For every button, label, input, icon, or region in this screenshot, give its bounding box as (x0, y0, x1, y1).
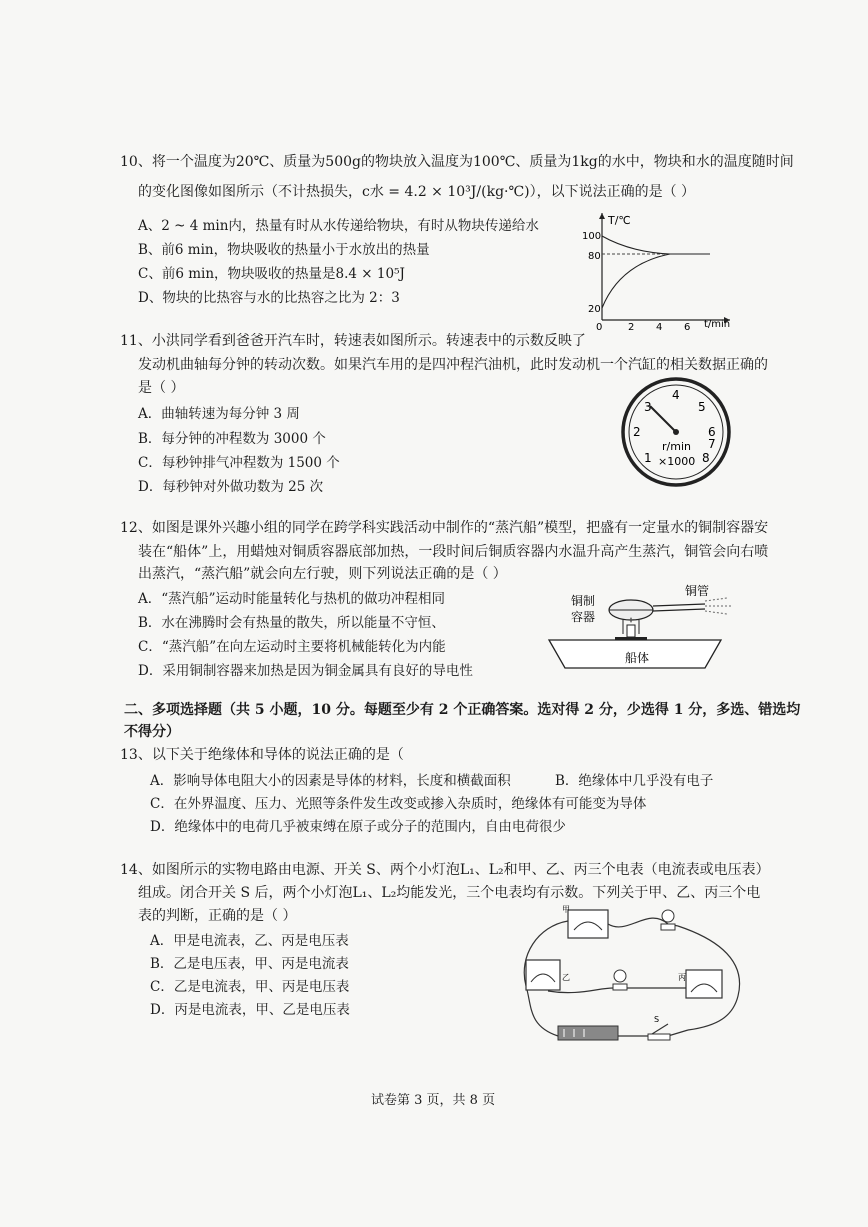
q11-stem-line1: 11、小洪同学看到爸爸开汽车时，转速表如图所示。转速表中的示数反映了 (120, 333, 586, 349)
q12-stem-line2: 装在“船体”上，用蜡烛对铜质容器底部加热，一段时间后铜质容器内水温升高产生蒸汽，铜管会向右喷 (138, 544, 769, 560)
gauge-multiplier: ×1000 (658, 455, 696, 468)
gauge-number-4: 4 (672, 388, 680, 402)
pipe-label: 铜管 (685, 584, 710, 598)
q10-stem-line2: 的变化图像如图所示（不计热损失，c水 = 4.2 × 10³J/(kg·℃)），以下说法正确的是（ ） (138, 184, 696, 200)
gauge-number-2: 2 (633, 425, 641, 439)
steam-boat-diagram (545, 582, 745, 682)
q12-option-a: A．“蒸汽船”运动时能量转化与热机的做功冲程相同 (138, 591, 446, 607)
candle (627, 625, 635, 637)
gauge-number-1: 1 (644, 451, 652, 465)
meter-yi-label: 乙 (562, 973, 570, 982)
q14-option-a: A．甲是电流表，乙、丙是电压表 (150, 933, 349, 949)
graph-x-tick-4: 4 (656, 322, 663, 333)
q11-stem-line3: 是（ ） (138, 380, 185, 396)
q14-stem-line1: 14、如图所示的实物电路由电源、开关 S、两个小灯泡L₁、L₂和甲、乙、丙三个电表（电流表或电压表） (120, 862, 770, 878)
q13-option-b: B．绝缘体中几乎没有电子 (555, 773, 714, 789)
switch-s (648, 1034, 670, 1040)
q10-option-c: C、前6 min，物块吸收的热量是8.4 × 10⁵J (138, 266, 405, 282)
q10-option-a: A、2 ~ 4 min内，热量有时从水传递给物块，有时从物块传递给水 (138, 218, 539, 234)
q12-option-b: B．水在沸腾时会有热量的散失，所以能量不守恒、 (138, 615, 445, 631)
bulb-l1 (662, 910, 674, 922)
gauge-unit: r/min (662, 440, 691, 453)
graph-x-tick-2: 2 (628, 322, 635, 333)
hull-label: 船体 (625, 651, 650, 665)
q14-option-b: B．乙是电压表，甲、丙是电流表 (150, 956, 349, 972)
q11-option-c: C．每秒钟排气冲程数为 1500 个 (138, 455, 340, 471)
q11-option-d: D．每秒钟对外做功数为 25 次 (138, 479, 324, 495)
graph-x-axis-label: t/min (704, 319, 731, 330)
q10-option-b: B、前6 min，物块吸收的热量小于水放出的热量 (138, 242, 430, 258)
copper-pipe (653, 604, 705, 606)
container-label-1: 铜制 (571, 594, 596, 608)
meter-yi (526, 960, 560, 990)
q14-option-d: D．丙是电流表，甲、乙是电压表 (150, 1002, 350, 1018)
graph-y-axis-label: T/℃ (608, 214, 631, 227)
q11-stem-line2: 发动机曲轴每分钟的转动次数。如果汽车用的是四冲程汽油机，此时发动机一个汽缸的相关数据正确的 (138, 357, 768, 373)
q14-stem-line3: 表的判断，正确的是（ ） (138, 908, 297, 924)
q14-stem-line2: 组成。闭合开关 S 后，两个小灯泡L₁、L₂均能发光，三个电表均有示数。下列关于甲、乙、丙三个电 (138, 885, 761, 901)
meter-jia (568, 910, 608, 938)
gauge-number-7: 7 (708, 437, 716, 451)
q12-stem-line3: 出蒸汽，“蒸汽船”就会向左行驶，则下列说法正确的是（ ） (138, 566, 507, 582)
q10-option-d: D、物块的比热容与水的比热容之比为 2：3 (138, 290, 400, 306)
section2-heading-line1: 二、多项选择题（共 5 小题，10 分。每题至少有 2 个正确答案。选对得 2 分，少选得 1 分，多选、错选均 (124, 702, 801, 718)
switch-label: S (654, 1015, 660, 1024)
water-curve (602, 236, 710, 254)
q12-option-d: D．采用铜制容器来加热是因为铜金属具有良好的导电性 (138, 663, 473, 679)
gauge-number-6: 6 (708, 425, 716, 439)
q10-stem-line1: 10、将一个温度为20℃、质量为500g的物块放入温度为100℃、质量为1kg的水中，物块和水的温度随时间 (120, 154, 794, 170)
graph-y-tick-80: 80 (588, 251, 601, 262)
temperature-time-graph (580, 208, 740, 333)
q13-option-a: A．影响导体电阻大小的因素是导体的材料，长度和横截面积 (150, 773, 511, 789)
q14-option-c: C．乙是电流表，甲、丙是电压表 (150, 979, 350, 995)
gauge-number-5: 5 (698, 400, 706, 414)
meter-bing-label: 丙 (678, 973, 686, 982)
q11-option-b: B．每分钟的冲程数为 3000 个 (138, 431, 326, 447)
page-footer: 试卷第 3 页，共 8 页 (371, 1093, 496, 1108)
graph-x-tick-6: 6 (684, 322, 691, 333)
graph-x-tick-0: 0 (596, 322, 603, 333)
graph-y-tick-100: 100 (582, 231, 602, 242)
q13-stem: 13、以下关于绝缘体和导体的说法正确的是（ (120, 747, 404, 763)
q13-option-c: C．在外界温度、压力、光照等条件发生改变或掺入杂质时，绝缘体有可能变为导体 (150, 796, 647, 812)
circuit-diagram (518, 896, 748, 1046)
container-label-2: 容器 (571, 610, 596, 624)
q11-option-a: A．曲轴转速为每分钟 3 周 (138, 406, 300, 422)
gauge-needle (650, 406, 676, 432)
tachometer-gauge (620, 376, 732, 488)
q13-option-d: D．绝缘体中的电荷几乎被束缚在原子或分子的范围内，自由电荷很少 (150, 819, 566, 835)
section2-heading-line2: 不得分） (124, 724, 180, 740)
meter-jia-label: 甲 (562, 905, 570, 914)
q12-stem-line1: 12、如图是课外兴趣小组的同学在跨学科实践活动中制作的“蒸汽船”模型，把盛有一定量水的铜制容器安 (120, 520, 769, 536)
bulb-l2 (614, 970, 626, 982)
q12-option-c: C．“蒸汽船”在向左运动时主要将机械能转化为内能 (138, 639, 446, 655)
graph-y-tick-20: 20 (588, 304, 601, 315)
gauge-number-8: 8 (702, 451, 710, 465)
gauge-number-3: 3 (644, 400, 652, 414)
battery (558, 1026, 618, 1040)
block-curve (602, 254, 670, 308)
